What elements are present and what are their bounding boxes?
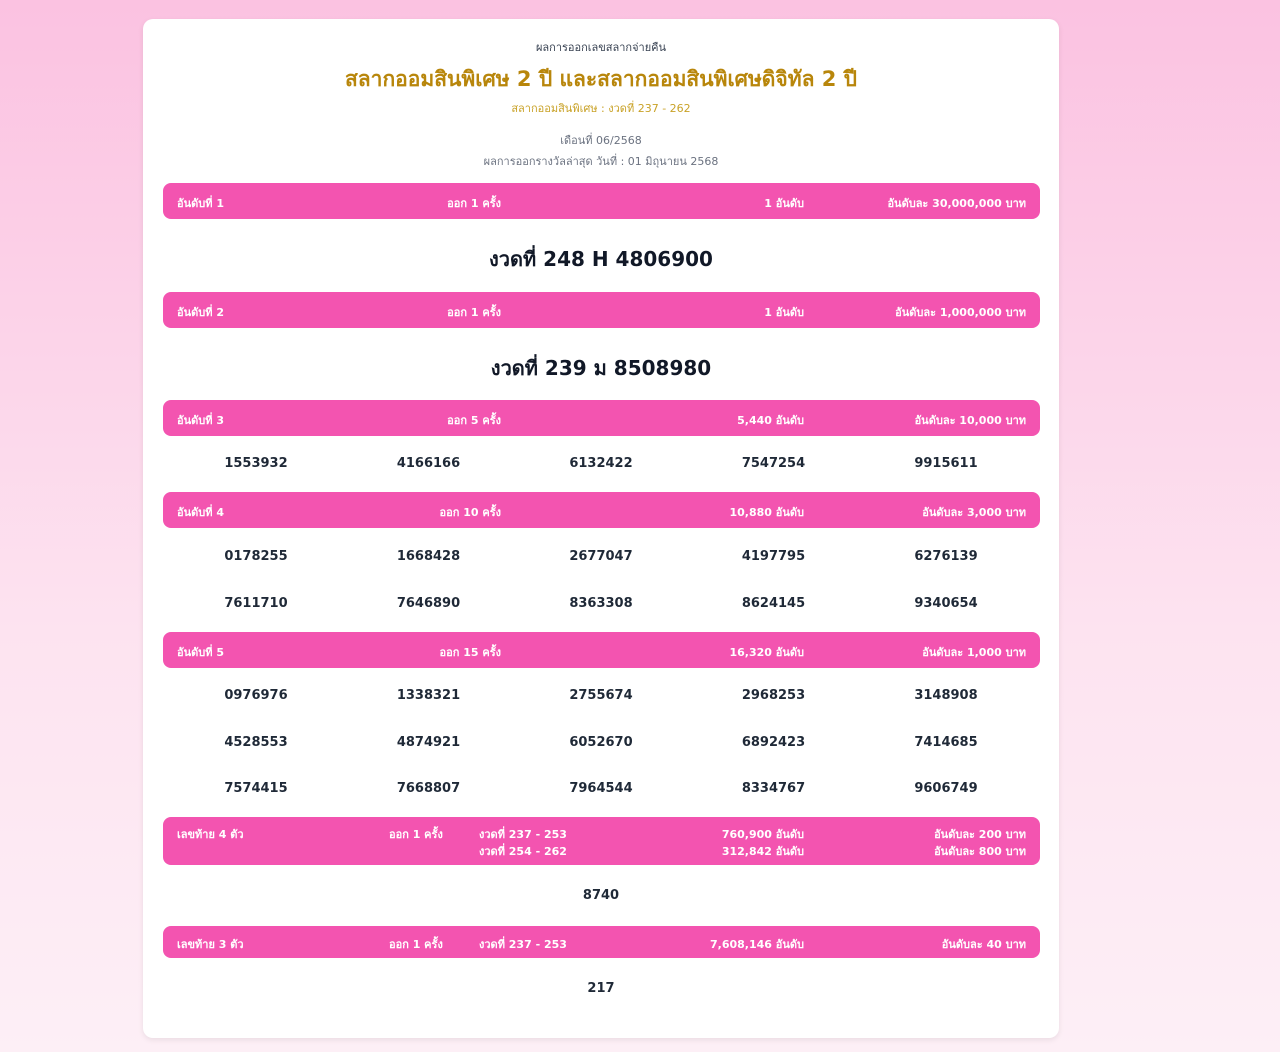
prize-count: 10,880 อันดับ <box>729 506 804 519</box>
winning-number: 4166166 <box>396 456 461 471</box>
last-4-digits-number: 8740 <box>582 888 620 903</box>
winning-number: 8334767 <box>741 781 806 796</box>
prize-amount: อันดับละ 30,000,000 บาท <box>887 197 1026 210</box>
page-title: สลากออมสินพิเศษ 2 ปี และสลากออมสินพิเศษดิจิทัล 2 ปี <box>344 67 858 91</box>
prize-count: 760,900 อันดับ <box>721 828 804 841</box>
number-row <box>163 688 1040 735</box>
prize-count: 1 อันดับ <box>764 306 804 319</box>
winning-number: 7611710 <box>224 595 288 611</box>
prize-count: 1 อันดับ <box>764 197 804 210</box>
prize-draws: ออก 1 ครั้ง <box>389 938 443 951</box>
prize-rank: อันดับที่ 4 <box>177 506 224 519</box>
prize-draws: ออก 1 ครั้ง <box>389 828 443 841</box>
winning-number: 6132422 <box>569 456 633 471</box>
latest-draw-date: ผลการออกรางวัลล่าสุด วันที่ : 01 มิถุนายน 2568 <box>483 155 719 168</box>
prize-amount: อันดับละ 10,000 บาท <box>914 414 1026 427</box>
prize-4-numbers <box>163 549 1040 642</box>
winning-number: 0976976 <box>224 688 288 703</box>
winning-number: 6892423 <box>741 734 806 750</box>
winning-number: 2677047 <box>569 549 633 564</box>
winning-number: 1668428 <box>396 549 461 564</box>
prize-count: 7,608,146 อันดับ <box>709 938 804 951</box>
winning-number: 4197795 <box>741 549 806 564</box>
winning-number: 2755674 <box>569 688 633 703</box>
prize-rank: เลขท้าย 3 ตัว <box>177 938 244 951</box>
prize-amount: อันดับละ 1,000 บาท <box>922 646 1026 659</box>
results-card <box>143 19 1059 1038</box>
winning-number: 6052670 <box>569 734 633 750</box>
header-label: ผลการออกเลขสลากจ่ายคืน <box>535 41 667 54</box>
winning-number: 9606749 <box>914 781 978 796</box>
number-row <box>163 735 1040 782</box>
prize-amount: อันดับละ 200 บาท <box>934 828 1026 841</box>
winning-number: 6276139 <box>914 549 978 564</box>
winning-number: 3148908 <box>914 688 978 703</box>
prize-count: 312,842 อันดับ <box>721 845 804 858</box>
winning-number: 7547254 <box>741 456 806 471</box>
period-range: งวดที่ 237 - 253 <box>479 938 567 951</box>
prize-amount: อันดับละ 3,000 บาท <box>922 506 1026 519</box>
last-3-digits-number: 217 <box>587 981 615 996</box>
winning-number: 9915611 <box>914 456 978 471</box>
prize-rank: อันดับที่ 3 <box>177 414 224 427</box>
period-range: งวดที่ 254 - 262 <box>479 845 567 858</box>
prize-draws: ออก 1 ครั้ง <box>447 197 501 210</box>
winning-number: 8624145 <box>741 595 806 611</box>
number-row <box>163 549 1040 596</box>
prize-draws: ออก 15 ครั้ง <box>439 646 501 659</box>
prize-draws: ออก 5 ครั้ง <box>447 414 501 427</box>
prize-amount: อันดับละ 1,000,000 บาท <box>895 306 1026 319</box>
period-range: งวดที่ 237 - 253 <box>479 828 567 841</box>
prize-1-header <box>163 183 1040 219</box>
last-4-digits-header <box>163 817 1040 865</box>
prize-rank: อันดับที่ 1 <box>177 197 224 210</box>
prize-draws: ออก 10 ครั้ง <box>439 506 501 519</box>
last-3-digits-header <box>163 926 1040 958</box>
winning-number: 8363308 <box>569 595 633 611</box>
month-label: เดือนที่ 06/2568 <box>560 134 642 147</box>
prize-count: 16,320 อันดับ <box>729 646 804 659</box>
prize-rank: เลขท้าย 4 ตัว <box>177 828 244 841</box>
winning-number: 7574415 <box>224 781 288 796</box>
prize-count: 5,440 อันดับ <box>737 414 804 427</box>
prize-1-number: งวดที่ 248 H 4806900 <box>489 247 713 271</box>
winning-number: 2968253 <box>741 688 806 703</box>
winning-number: 0178255 <box>224 549 288 564</box>
prize-3-header <box>163 400 1040 436</box>
winning-number: 7964544 <box>569 781 633 796</box>
winning-number: 1553932 <box>224 456 288 471</box>
prize-rank: อันดับที่ 2 <box>177 306 224 319</box>
winning-number: 9340654 <box>914 595 978 611</box>
winning-number: 7646890 <box>396 595 461 611</box>
prize-5-header <box>163 632 1040 668</box>
prize-rank: อันดับที่ 5 <box>177 646 224 659</box>
winning-number: 4874921 <box>396 734 461 750</box>
winning-number: 7668807 <box>396 781 461 796</box>
winning-number: 7414685 <box>914 734 978 750</box>
prize-amount: อันดับละ 800 บาท <box>934 845 1026 858</box>
winning-number: 4528553 <box>224 734 288 750</box>
prize-2-header <box>163 292 1040 328</box>
prize-draws: ออก 1 ครั้ง <box>447 306 501 319</box>
prize-2-number: งวดที่ 239 ม 8508980 <box>490 356 712 380</box>
winning-number: 1338321 <box>396 688 461 703</box>
prize-5-numbers <box>163 688 1040 828</box>
prize-4-header <box>163 492 1040 528</box>
prize-amount: อันดับละ 40 บาท <box>941 938 1026 951</box>
page-subtitle: สลากออมสินพิเศษ : งวดที่ 237 - 262 <box>511 102 691 115</box>
